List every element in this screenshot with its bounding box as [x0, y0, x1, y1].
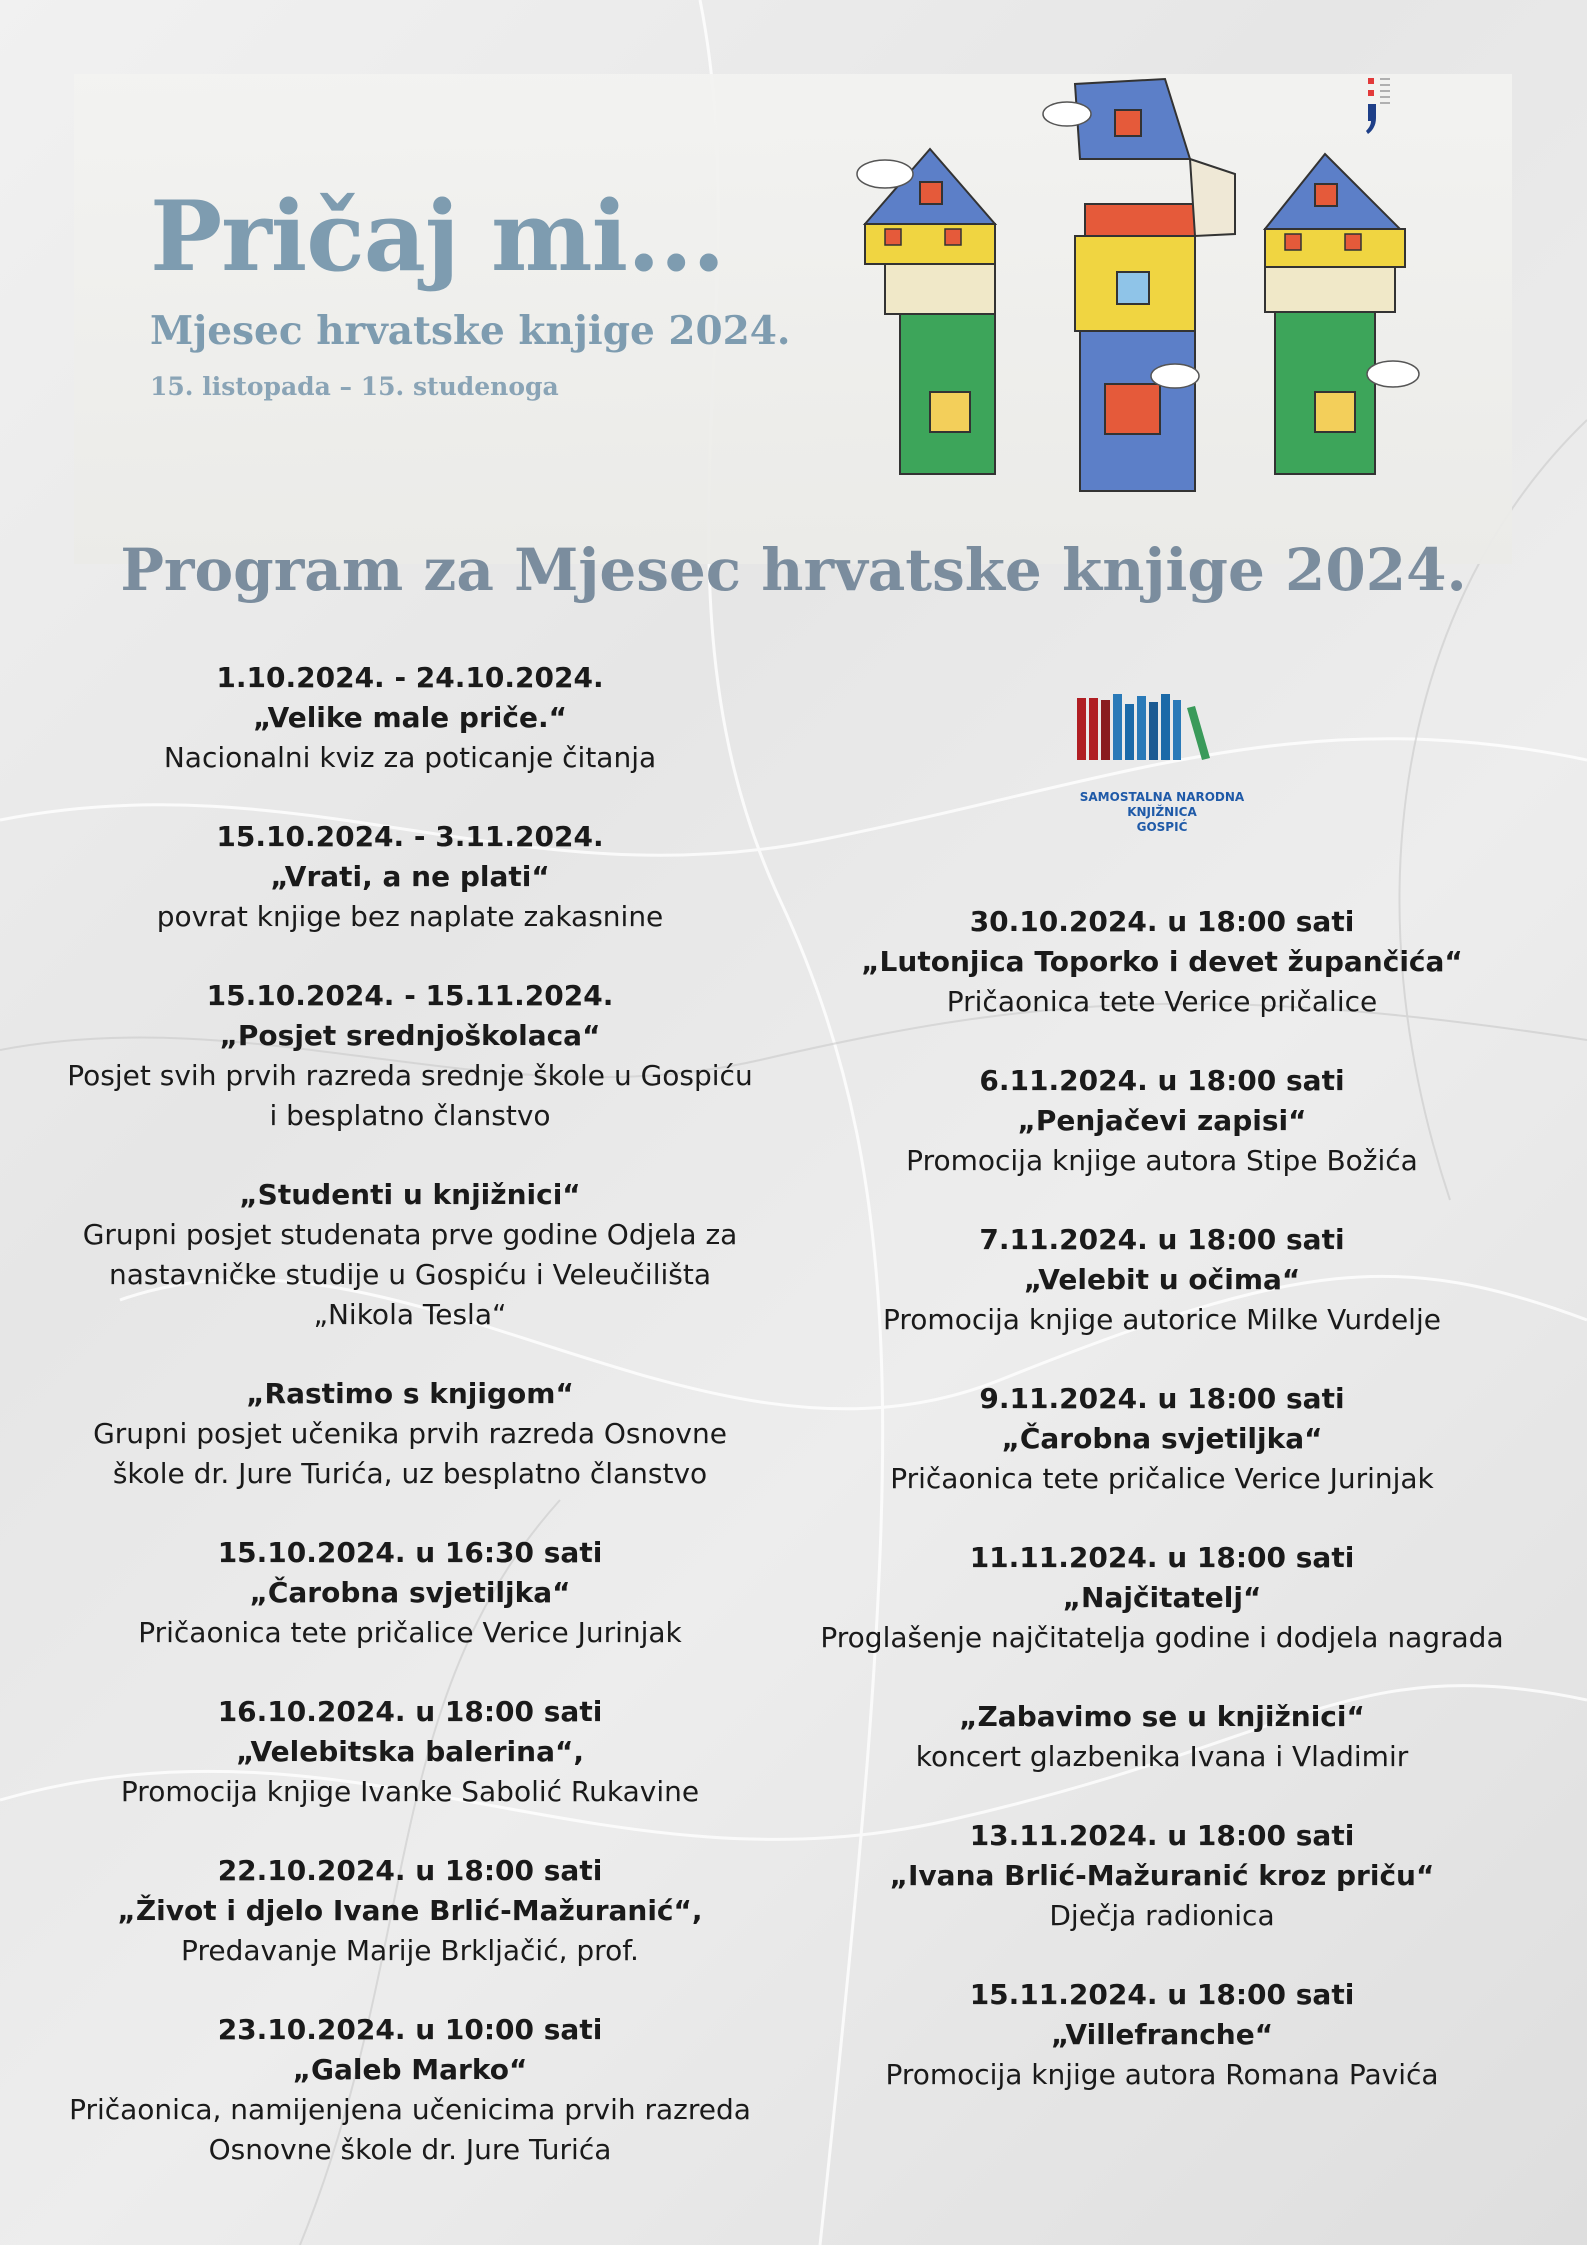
event-title: „Ivana Brlić-Mažuranić kroz priču“	[889, 1859, 1435, 1892]
event-desc: Promocija knjige autora Stipe Božića	[906, 1144, 1418, 1177]
event-item	[792, 1538, 1532, 1658]
event-desc: Predavanje Marije Brkljačić, prof.	[181, 1934, 639, 1967]
event-title: „Život i djelo Ivane Brlić-Mažuranić“,	[117, 1894, 703, 1927]
event-desc: Nacionalni kviz za poticanje čitanja	[163, 741, 657, 774]
event-desc: Promocija knjige autora Romana Pavića	[885, 2058, 1439, 2091]
event-date: 9.11.2024. u 18:00 sati	[979, 1382, 1345, 1415]
event-item	[792, 1697, 1532, 1777]
event-desc: Posjet svih prvih razreda srednje škole u Gospiću	[67, 1059, 753, 1092]
right-event-column	[792, 902, 1532, 2134]
event-date: 13.11.2024. u 18:00 sati	[969, 1819, 1355, 1852]
event-date: 15.11.2024. u 18:00 sati	[969, 1978, 1355, 2011]
event-item	[792, 1220, 1532, 1340]
banner-dates: 15. listopada – 15. studenoga	[150, 372, 559, 401]
event-desc: Promocija knjige Ivanke Sabolić Rukavine	[120, 1775, 700, 1808]
event-item	[60, 658, 760, 778]
event-desc: povrat knjige bez naplate zakasnine	[156, 900, 664, 933]
event-title: „Zabavimo se u knjižnici“	[959, 1700, 1365, 1733]
library-name-line2: GOSPIĆ	[1136, 820, 1188, 834]
event-date: 30.10.2024. u 18:00 sati	[969, 905, 1355, 938]
event-desc: nastavničke studije u Gospiću i Veleučilišta	[109, 1258, 711, 1291]
event-title: „Velike male priče.“	[253, 701, 567, 734]
event-date: 15.10.2024. u 16:30 sati	[217, 1536, 603, 1569]
banner-title: Pričaj mi...	[150, 180, 725, 293]
event-date: 11.11.2024. u 18:00 sati	[969, 1541, 1355, 1574]
event-item	[60, 1175, 760, 1335]
page-title: Program za Mjesec hrvatske knjige 2024.	[120, 536, 1467, 604]
event-desc: koncert glazbenika Ivana i Vladimir	[915, 1740, 1409, 1773]
library-name-line1: SAMOSTALNA NARODNA KNJIŽNICA	[1079, 790, 1245, 819]
event-date: 16.10.2024. u 18:00 sati	[217, 1695, 603, 1728]
event-item	[60, 1533, 760, 1653]
event-title: „Lutonjica Toporko i devet župančića“	[861, 945, 1463, 978]
event-date: 7.11.2024. u 18:00 sati	[979, 1223, 1345, 1256]
event-desc: i besplatno članstvo	[269, 1099, 551, 1132]
event-title: „Čarobna svjetiljka“	[1001, 1422, 1323, 1455]
event-desc: Pričaonica, namijenjena učenicima prvih razreda	[69, 2093, 751, 2126]
event-desc: Pričaonica tete pričalice Verice Jurinjak	[138, 1616, 682, 1649]
event-desc: Grupni posjet studenata prve godine Odjela za	[82, 1218, 738, 1251]
event-title: „Rastimo s knjigom“	[246, 1377, 574, 1410]
event-item	[60, 976, 760, 1136]
right-book-house	[1265, 154, 1419, 474]
event-desc: Grupni posjet učenika prvih razreda Osnovne	[93, 1417, 727, 1450]
event-item	[60, 1374, 760, 1494]
event-title: „Posjet srednjoškolaca“	[219, 1019, 601, 1052]
event-date: 15.10.2024. - 15.11.2024.	[206, 979, 614, 1012]
event-item	[60, 1692, 760, 1812]
event-item	[60, 817, 760, 937]
event-desc: „Nikola Tesla“	[313, 1298, 507, 1331]
event-desc: Pričaonica tete pričalice Verice Jurinjak	[890, 1462, 1434, 1495]
event-title: „Villefranche“	[1050, 2018, 1274, 2051]
left-book-house	[857, 149, 995, 474]
banner-subtitle: Mjesec hrvatske knjige 2024.	[150, 308, 791, 354]
event-title: „Najčitatelj“	[1062, 1581, 1262, 1614]
event-item	[792, 902, 1532, 1022]
event-date: 6.11.2024. u 18:00 sati	[979, 1064, 1345, 1097]
event-date: 22.10.2024. u 18:00 sati	[217, 1854, 603, 1887]
event-desc: Dječja radionica	[1049, 1899, 1275, 1932]
event-title: „Galeb Marko“	[292, 2053, 528, 2086]
event-date: 23.10.2024. u 10:00 sati	[217, 2013, 603, 2046]
event-item	[792, 1975, 1532, 2095]
event-item	[60, 2010, 760, 2170]
event-title: „Vrati, a ne plati“	[270, 860, 550, 893]
event-title: „Velebitska balerina“,	[235, 1735, 585, 1768]
left-event-column	[60, 658, 760, 2209]
event-title: „Velebit u očima“	[1023, 1263, 1301, 1296]
event-item	[60, 1851, 760, 1971]
event-title: „Čarobna svjetiljka“	[249, 1576, 571, 1609]
event-item	[792, 1379, 1532, 1499]
event-item	[792, 1816, 1532, 1936]
book-houses-illustration	[845, 74, 1475, 524]
event-title: „Studenti u knjižnici“	[239, 1178, 581, 1211]
event-title: „Penjačevi zapisi“	[1017, 1104, 1307, 1137]
event-date: 15.10.2024. - 3.11.2024.	[216, 820, 604, 853]
event-date: 1.10.2024. - 24.10.2024.	[216, 661, 604, 694]
event-item	[792, 1061, 1532, 1181]
event-desc: Proglašenje najčitatelja godine i dodjela nagrada	[820, 1621, 1504, 1654]
event-desc: Pričaonica tete Verice pričalice	[946, 985, 1378, 1018]
center-book-house	[1043, 79, 1235, 491]
event-desc: Osnovne škole dr. Jure Turića	[208, 2133, 612, 2166]
event-desc: Promocija knjige autorice Milke Vurdelje	[883, 1303, 1441, 1336]
library-name	[1062, 790, 1262, 835]
event-desc: škole dr. Jure Turića, uz besplatno članstvo	[112, 1457, 708, 1490]
